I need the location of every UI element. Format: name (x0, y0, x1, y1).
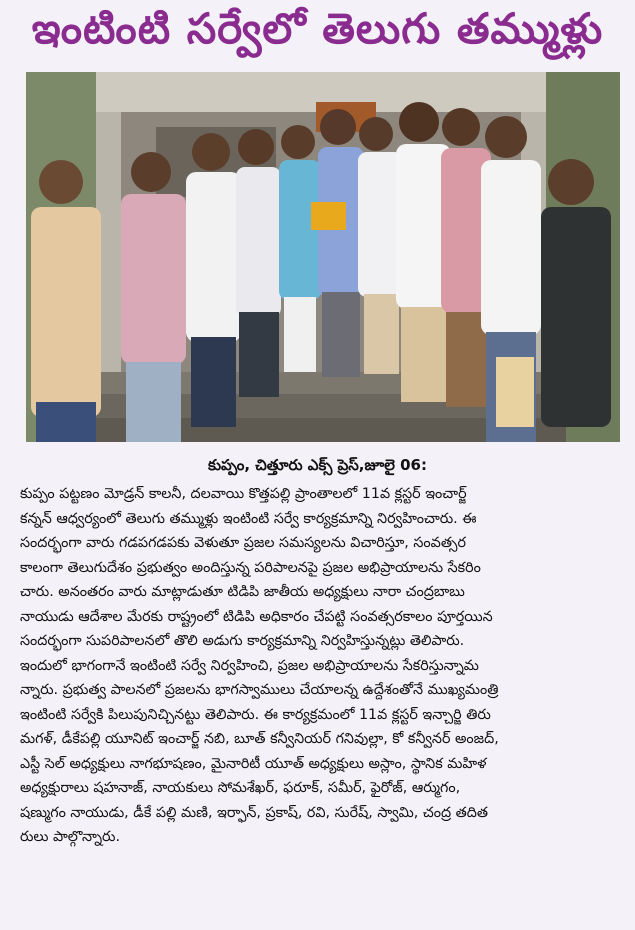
article-line: కాలంగా తెలుగుదేశం ప్రభుత్వం అందిస్తున్న పరిపాలనపై ప్రజల అభిప్రాయాలను సేకరిం (20, 559, 481, 576)
article-line: సందర్భంగా వారు గడపగడపకు వెళుతూ ప్రజల సమస్యలను విచారిస్తూ, సంవత్సర (20, 535, 466, 551)
group-photo-illustration (26, 72, 620, 442)
article-line: నాయుడు ఆదేశాల మేరకు రాష్ట్రంలో టిడిపి అధికారం చేపట్టి సంవత్సరకాలం పూర్తయిన (20, 608, 493, 625)
article-line: షణ్ముగం నాయుడు, డీకే పల్లి మణి, ఇర్ఫాన్, ప్రకాష్, రవి, సురేష్, స్వామి, చంద్ర తదిత (20, 804, 488, 821)
article-line: అధ్యక్షురాలు షహనాజ్, నాయకులు సోమశేఖర్, ఫరూక్, సమీర్, ఫైరోజ్, ఆర్ముగం, (20, 780, 461, 796)
article-line: ఇందులో భాగంగానే ఇంటింటి సర్వే నిర్వహించి, ప్రజల అభిప్రాయాలను సేకరిస్తున్నామ (20, 657, 479, 674)
article-line: రులు పాల్గొన్నారు. (20, 829, 121, 845)
article-body (20, 482, 620, 850)
article-line: ఎస్టీ సెల్ అధ్యక్షులు నాగభూషణం, మైనారిటీ యూత్ అధ్యక్షులు అస్లాం, స్థానిక మహిళ (20, 755, 487, 772)
article-line: కన్నన్ ఆధ్వర్యంలో తెలుగు తమ్ముళ్లు ఇంటింటి సర్వే కార్యక్రమాన్ని నిర్వహించారు. ఈ (20, 510, 477, 527)
news-photo (26, 72, 620, 442)
article-line: చారు. అనంతరం వారు మాట్లాడుతూ టిడిపి జాతీయ అధ్యక్షులు నారా చంద్రబాబు (20, 584, 465, 600)
article-line: కుప్పం పట్టణం మోడ్రన్ కాలనీ, దలవాయి కొత్తపల్లి ప్రాంతాలలో 11వ క్లస్టర్ ఇంచార్జ్ (20, 486, 467, 502)
article-line: సందర్భంగా సుపరిపాలనలో తొలి అడుగు కార్యక్రమాన్ని నిర్వహిస్తున్నట్లు తెలిపారు. (20, 633, 465, 649)
dateline: కుప్పం, చిత్తూరు ఎక్స్ ప్రెస్,జూలై 06: (208, 456, 427, 474)
headline: ఇంటింటి సర్వేలో తెలుగు తమ్ముళ్లు (31, 4, 604, 53)
article-line: న్నారు. ప్రభుత్వ పాలనలో ప్రజలను భాగస్వాములు చేయాలన్న ఉద్దేశంతోనే ముఖ్యమంత్రి (20, 682, 499, 698)
article-line: ఇంటింటి సర్వేకి పిలుపునిచ్చినట్టు తెలిపారు. ఈ కార్యక్రమంలో 11వ క్లస్టర్ ఇన్చార్జి తిరు (20, 706, 491, 723)
article-line: మగళ్, డీకేపల్లి యూనిట్ ఇంచార్జ్ నబి, బూత్ కన్వీనియర్ గనివుల్లా, కో కన్వీనర్ అంజద్, (20, 731, 499, 747)
